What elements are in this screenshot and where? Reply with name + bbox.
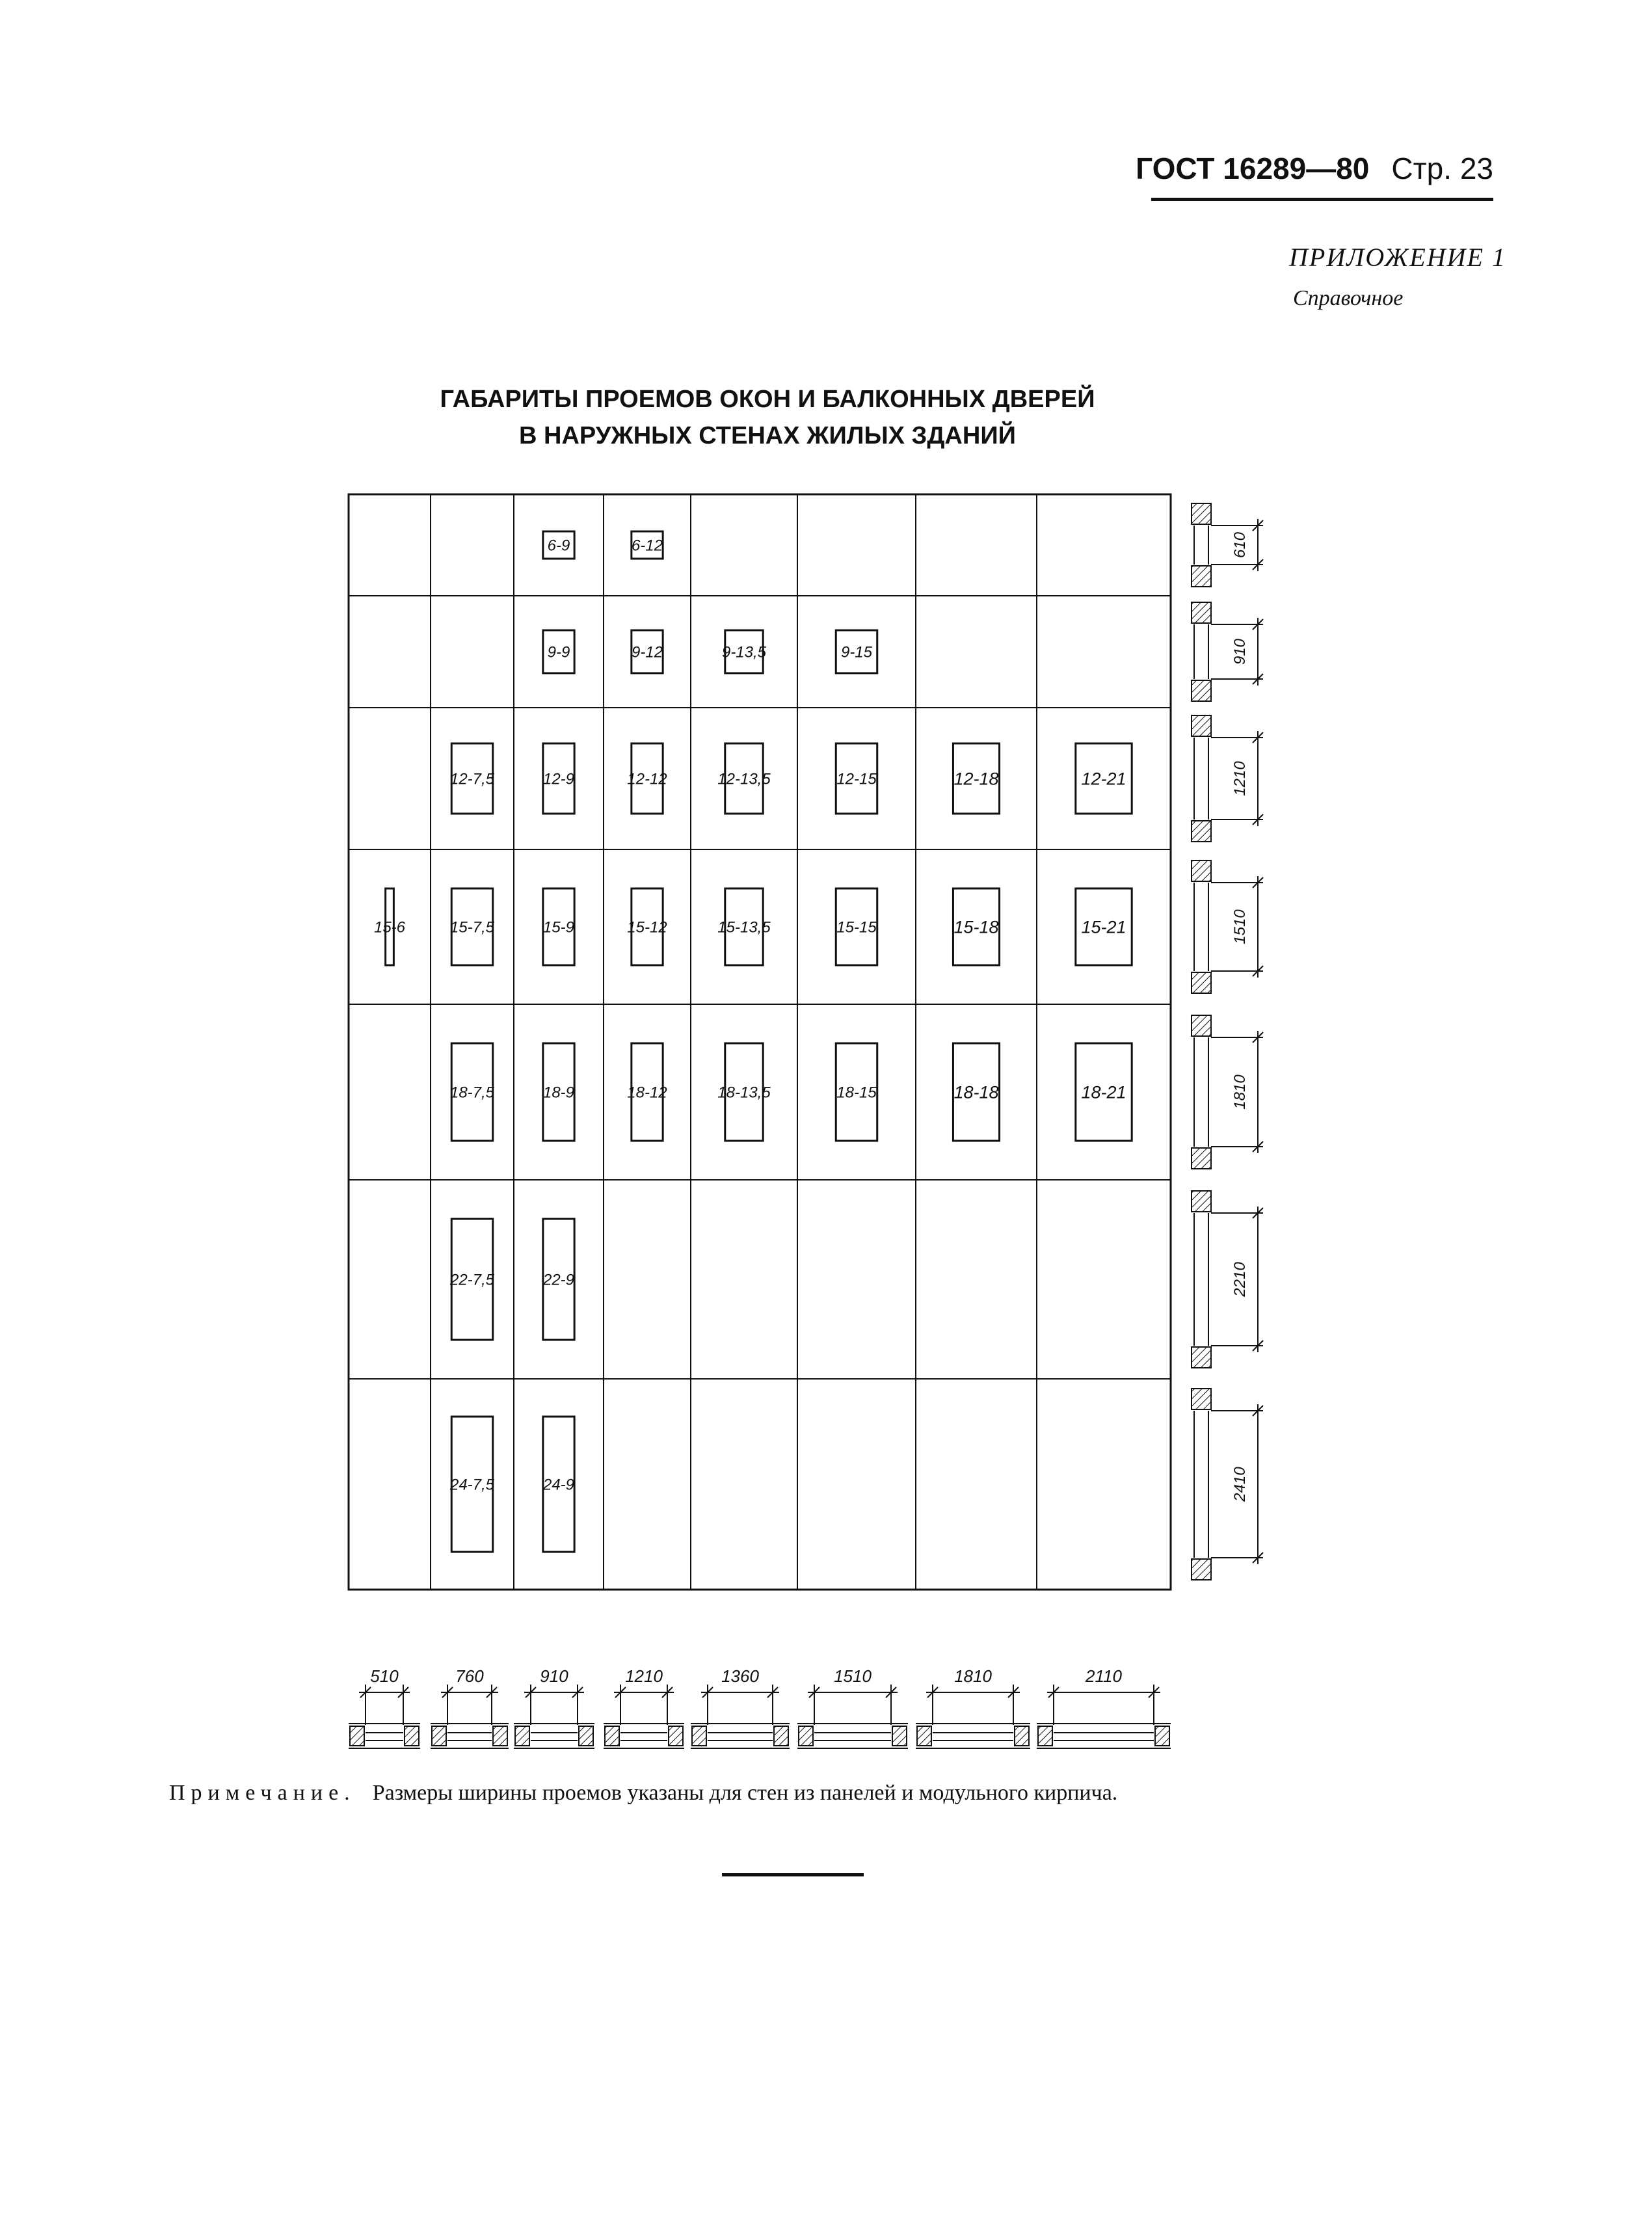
wall-hatch: [1192, 1389, 1211, 1409]
opening-label: 12-21: [1081, 769, 1126, 789]
wall-hatch: [892, 1726, 907, 1746]
wall-hatch: [1192, 821, 1211, 842]
appendix-kind: Справочное: [1293, 286, 1404, 310]
opening-label: 18-12: [627, 1084, 667, 1102]
wall-hatch: [692, 1726, 706, 1746]
wall-hatch: [1192, 503, 1211, 524]
wall-hatch: [1192, 860, 1211, 881]
opening-label: 6-9: [547, 537, 570, 555]
wall-hatch: [1192, 1191, 1211, 1212]
opening-label: 12-9: [542, 770, 575, 788]
opening-label: 15-7,5: [449, 918, 495, 937]
opening-label: 15-9: [542, 918, 575, 937]
width-dimension: 1360: [721, 1666, 759, 1686]
appendix-label: ПРИЛОЖЕНИЕ 1: [1289, 243, 1506, 272]
wall-hatch: [1192, 566, 1211, 587]
wall-hatch: [1155, 1726, 1169, 1746]
opening-label: 18-13,5: [717, 1084, 771, 1102]
opening-label: 15-6: [373, 918, 406, 937]
opening-label: 24-7,5: [449, 1476, 495, 1494]
opening-label: 15-12: [627, 918, 667, 937]
width-dimension: 910: [540, 1666, 568, 1686]
height-dimension: 610: [1231, 531, 1249, 559]
opening-label: 12-15: [836, 770, 877, 788]
wall-hatch: [1015, 1726, 1029, 1746]
end-rule: [722, 1873, 864, 1876]
wall-hatch: [1192, 1148, 1211, 1169]
page-number: Стр. 23: [1391, 152, 1493, 185]
opening-label: 12-18: [953, 769, 999, 789]
opening-label: 6-12: [631, 537, 663, 555]
wall-hatch: [350, 1726, 364, 1746]
wall-hatch: [579, 1726, 593, 1746]
opening-label: 18-18: [953, 1082, 999, 1102]
opening-label: 24-9: [542, 1476, 575, 1494]
width-dimension: 1810: [954, 1666, 992, 1686]
wall-hatch: [774, 1726, 788, 1746]
note: [169, 1781, 1117, 1806]
opening-label: 22-9: [542, 1271, 575, 1289]
wall-hatch: [1192, 715, 1211, 736]
wall-hatch: [799, 1726, 813, 1746]
title-line-1: ГАБАРИТЫ ПРОЕМОВ ОКОН И БАЛКОННЫХ ДВЕРЕЙ: [440, 386, 1095, 413]
wall-hatch: [1192, 1347, 1211, 1368]
opening-label: 22-7,5: [449, 1271, 495, 1289]
opening-label: 12-13,5: [717, 770, 771, 788]
wall-hatch: [515, 1726, 529, 1746]
wall-hatch: [1192, 1015, 1211, 1036]
width-dimension: 760: [455, 1666, 484, 1686]
note-text: Размеры ширины проемов указаны для стен из панелей и модульного кирпича.: [372, 1781, 1118, 1805]
opening-label: 9-15: [840, 643, 873, 661]
wall-hatch: [605, 1726, 619, 1746]
height-dimension: 2410: [1231, 1467, 1249, 1502]
opening-label: 9-12: [631, 643, 663, 661]
wall-hatch: [405, 1726, 419, 1746]
wall-hatch: [1192, 972, 1211, 993]
width-dimension: 1510: [834, 1666, 872, 1686]
opening-label: 18-7,5: [449, 1084, 495, 1102]
title-line-2: В НАРУЖНЫХ СТЕНАХ ЖИЛЫХ ЗДАНИЙ: [519, 422, 1016, 449]
wall-hatch: [669, 1726, 683, 1746]
wall-hatch: [493, 1726, 507, 1746]
width-dimension: 510: [370, 1666, 399, 1686]
wall-hatch: [1192, 680, 1211, 701]
wall-hatch: [1192, 602, 1211, 623]
opening-label: 12-7,5: [449, 770, 495, 788]
standard-number: ГОСТ 16289—80: [1136, 152, 1370, 185]
height-dimension: 1510: [1231, 909, 1249, 944]
height-dimension: 910: [1231, 638, 1249, 665]
height-dimension: 2210: [1231, 1262, 1249, 1297]
opening-label: 18-9: [542, 1084, 575, 1102]
wall-hatch: [917, 1726, 931, 1746]
opening-label: 12-12: [627, 770, 667, 788]
note-label: Примечание.: [169, 1781, 356, 1805]
opening-label: 18-15: [836, 1084, 877, 1102]
wall-hatch: [1192, 1559, 1211, 1580]
height-dimension: 1210: [1231, 761, 1249, 796]
opening-label: 15-21: [1081, 917, 1126, 937]
opening-label: 15-13,5: [717, 918, 771, 937]
opening-label: 9-9: [547, 643, 570, 661]
wall-hatch: [1038, 1726, 1052, 1746]
opening-label: 9-13,5: [721, 643, 767, 661]
width-dimension: 2110: [1086, 1666, 1122, 1686]
height-dimension: 1810: [1231, 1074, 1249, 1110]
opening-label: 15-15: [836, 918, 877, 937]
width-dimension: 1210: [625, 1666, 663, 1686]
opening-label: 15-18: [953, 917, 999, 937]
wall-hatch: [432, 1726, 446, 1746]
opening-label: 18-21: [1081, 1082, 1126, 1102]
